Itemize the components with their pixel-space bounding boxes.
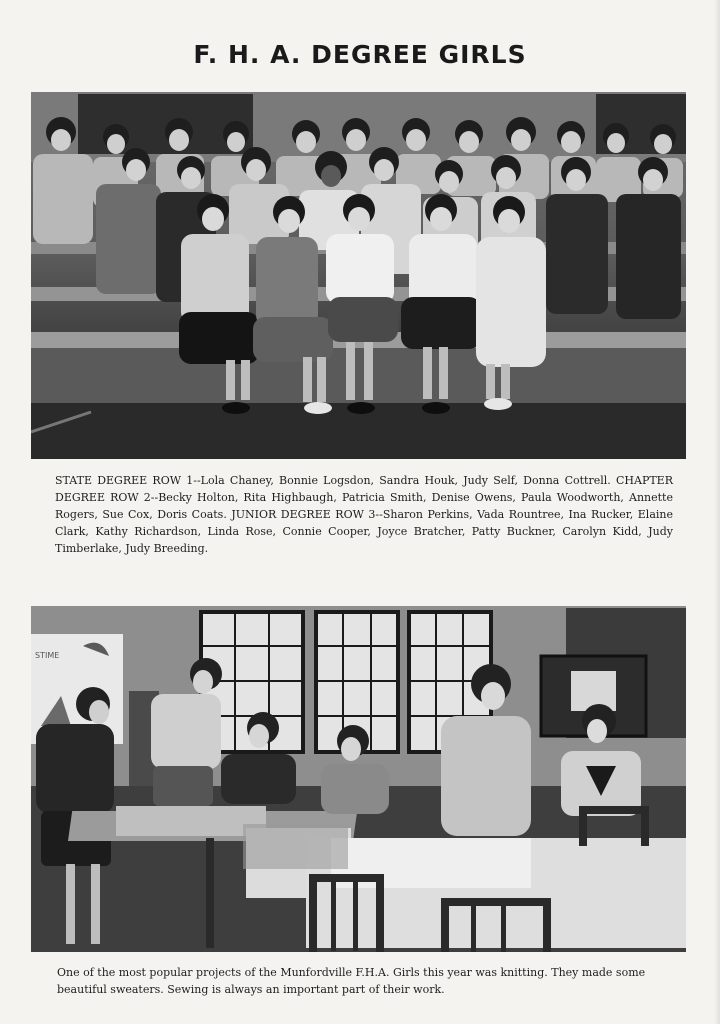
- page-edge-shadow: [714, 0, 720, 1024]
- poster-text: STIME: [35, 651, 60, 660]
- page-title: F. H. A. DEGREE GIRLS: [193, 40, 527, 69]
- classroom-photo-caption: One of the most popular projects of the Munfordville F.H.A. Girls this year was knitting. They made some beautiful sweaters. Sewing is always an important part of their work.: [57, 966, 646, 996]
- classroom-photo: [31, 606, 686, 952]
- group-photo-caption: STATE DEGREE ROW 1--Lola Chaney, Bonnie Logsdon, Sandra Houk, Judy Self, Donna Cottrell. CHAPTER DEGREE ROW 2--Becky Holton, Rita Highbaugh, Patricia Smith, Denise Owens, Paula Woodworth, Annette Rogers, Sue Cox, Doris Coats. JUNIOR DEGREE ROW 3--Sharon Perkins, Vada Rountree, Ina Rucker, Elaine Clark, Kathy Richardson, Linda Rose, Connie Cooper, Joyce Bratcher, Patty Buckner, Carolyn Kidd, Judy Timberlake, Judy Breeding.: [55, 474, 673, 555]
- group-photo: [31, 92, 686, 459]
